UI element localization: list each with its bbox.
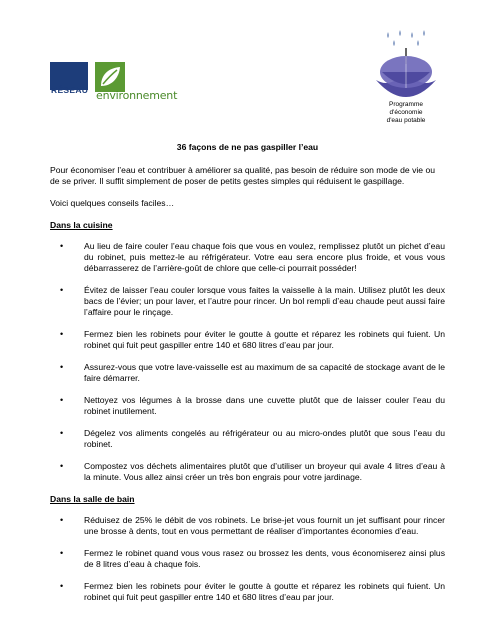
list-item: • Réduisez de 25% le débit de vos robinets. Le brise-jet vous fournit un jet suffisant pour rincer une brosse à dents, tout en vous permettant de réaliser d’importantes économies d’eau. (60, 515, 445, 536)
intro-paragraph: Pour économiser l’eau et contribuer à améliorer sa qualité, pas besoin de réduire son mode de vie ou de se priver. Il suffit simplement de poser de petits gestes simples qui réduisent le gaspillage. (50, 165, 436, 186)
logo-environnement-text: environnement (96, 89, 178, 102)
bullet-icon: • (60, 362, 64, 372)
list-item: • Assurez-vous que votre lave-vaisselle est au maximum de sa capacité de stockage avant de le faire démarrer. (60, 362, 445, 383)
umbrella-icon (370, 28, 442, 98)
list-item: • Dégelez vos aliments congelés au réfrigérateur ou au micro-ondes plutôt que sous l’eau du robinet. (60, 428, 445, 449)
list-item: • Évitez de laisser l’eau couler lorsque vous faites la vaisselle à la main. Utilisez plutôt les deux bacs de l’évier; un pour laver, et l’autre pour rincer. Un bol rempli d’eau chaude peut aussi faire l’affaire pour le rinçage. (60, 285, 445, 317)
document-body (50, 142, 445, 614)
list-item: • Compostez vos déchets alimentaires plutôt que d’utiliser un broyeur qui avale 4 litres d’eau à la minute. Vous allez ainsi créer un très bon engrais pour votre jardinage. (60, 461, 445, 482)
bullet-icon: • (60, 581, 64, 591)
section-heading-salle-de-bain: Dans la salle de bain (50, 494, 135, 504)
tips-list-salle-de-bain (50, 515, 445, 603)
bullet-icon: • (60, 395, 64, 405)
reseau-environnement-logo (50, 62, 200, 102)
bullet-icon: • (60, 461, 64, 471)
list-item: • Fermez bien les robinets pour éviter le goutte à goutte et réparez les robinets qui fuient. Un robinet qui fuit peut gaspiller entre 140 et 680 litres d’eau par jour. (60, 581, 445, 602)
list-item: • Au lieu de faire couler l’eau chaque fois que vous en voulez, remplissez plutôt un pichet d’eau du robinet, puis mettez-le au réfrigérateur. Votre eau sera encore plus froide, et vous vous débarrasserez de l’arrière-goût de chlore que celle-ci pourrait posséder! (60, 241, 445, 273)
list-item: • Fermez bien les robinets pour éviter le goutte à goutte et réparez les robinets qui fuient. Un robinet qui fuit peut gaspiller entre 140 et 680 litres d’eau par jour. (60, 329, 445, 350)
document-title: 36 façons de ne pas gaspiller l’eau (176, 142, 319, 152)
section-heading-cuisine: Dans la cuisine (50, 220, 113, 230)
bullet-icon: • (60, 285, 64, 295)
list-item: • Fermez le robinet quand vous vous rasez ou brossez les dents, vous économiserez ainsi plus de 8 litres d’eau à chaque fois. (60, 548, 445, 569)
bullet-icon: • (60, 515, 64, 525)
logo-reseau-text: RÉSEAU (51, 85, 89, 95)
bullet-icon: • (60, 329, 64, 339)
intro-paragraph-2: Voici quelques conseils faciles… (50, 198, 175, 208)
tips-list-cuisine (50, 241, 445, 483)
list-item: • Nettoyez vos légumes à la brosse dans une cuvette plutôt que de laisser couler l’eau du robinet inutilement. (60, 395, 445, 416)
bullet-icon: • (60, 428, 64, 438)
programme-economie-eau-logo (370, 28, 442, 128)
bullet-icon: • (60, 241, 64, 251)
leaf-icon (95, 62, 125, 92)
bullet-icon: • (60, 548, 64, 558)
programme-text: Programme d'économie d'eau potable (386, 101, 426, 124)
